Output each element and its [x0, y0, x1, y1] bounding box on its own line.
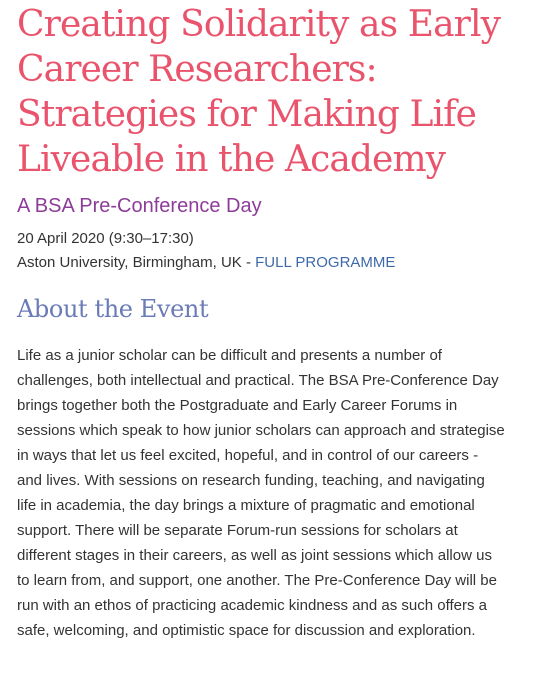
- event-title-line: Career Researchers:: [17, 49, 377, 90]
- event-subtitle: A BSA Pre-Conference Day: [17, 195, 262, 217]
- about-text-line: life in academia, the day brings a mixture of pragmatic and emotional: [17, 497, 475, 514]
- event-location: Aston University, Birmingham, UK -: [17, 254, 256, 271]
- about-text-line: safe, welcoming, and optimistic space for discussion and exploration.: [17, 622, 476, 639]
- about-text-line: support. There will be separate Forum-run sessions for scholars at: [17, 522, 458, 539]
- event-title: [17, 0, 547, 182]
- event-page: [17, 0, 547, 643]
- event-title-line: Strategies for Making Life: [17, 94, 476, 135]
- about-heading: About the Event: [17, 295, 209, 323]
- about-text-line: Life as a junior scholar can be difficult and presents a number of: [17, 347, 442, 364]
- event-location-row: [17, 251, 547, 275]
- about-text-line: to learn from, and support, one another. The Pre-Conference Day will be: [17, 572, 497, 589]
- about-text-line: and lives. With sessions on research funding, teaching, and navigating: [17, 472, 485, 489]
- event-title-line: Creating Solidarity as Early: [17, 4, 501, 45]
- full-programme-link[interactable]: FULL PROGRAMME: [255, 254, 396, 271]
- about-text-line: run with an ethos of practicing academic kindness and as such offers a: [17, 597, 487, 614]
- event-details: [17, 227, 547, 275]
- about-text-line: brings together both the Postgraduate and Early Career Forums in: [17, 397, 458, 414]
- event-title-line: Liveable in the Academy: [17, 139, 446, 180]
- about-text-line: different stages in their careers, as well as joint sessions which allow us: [17, 547, 492, 564]
- about-text-line: challenges, both intellectual and practical. The BSA Pre-Conference Day: [17, 372, 499, 389]
- event-date: 20 April 2020 (9:30–17:30): [17, 230, 194, 247]
- about-text-line: in ways that let us feel excited, hopeful, and in control of our careers -: [17, 447, 479, 464]
- about-description: [17, 343, 547, 643]
- about-text-line: sessions which speak to how junior scholars can approach and strategise: [17, 422, 505, 439]
